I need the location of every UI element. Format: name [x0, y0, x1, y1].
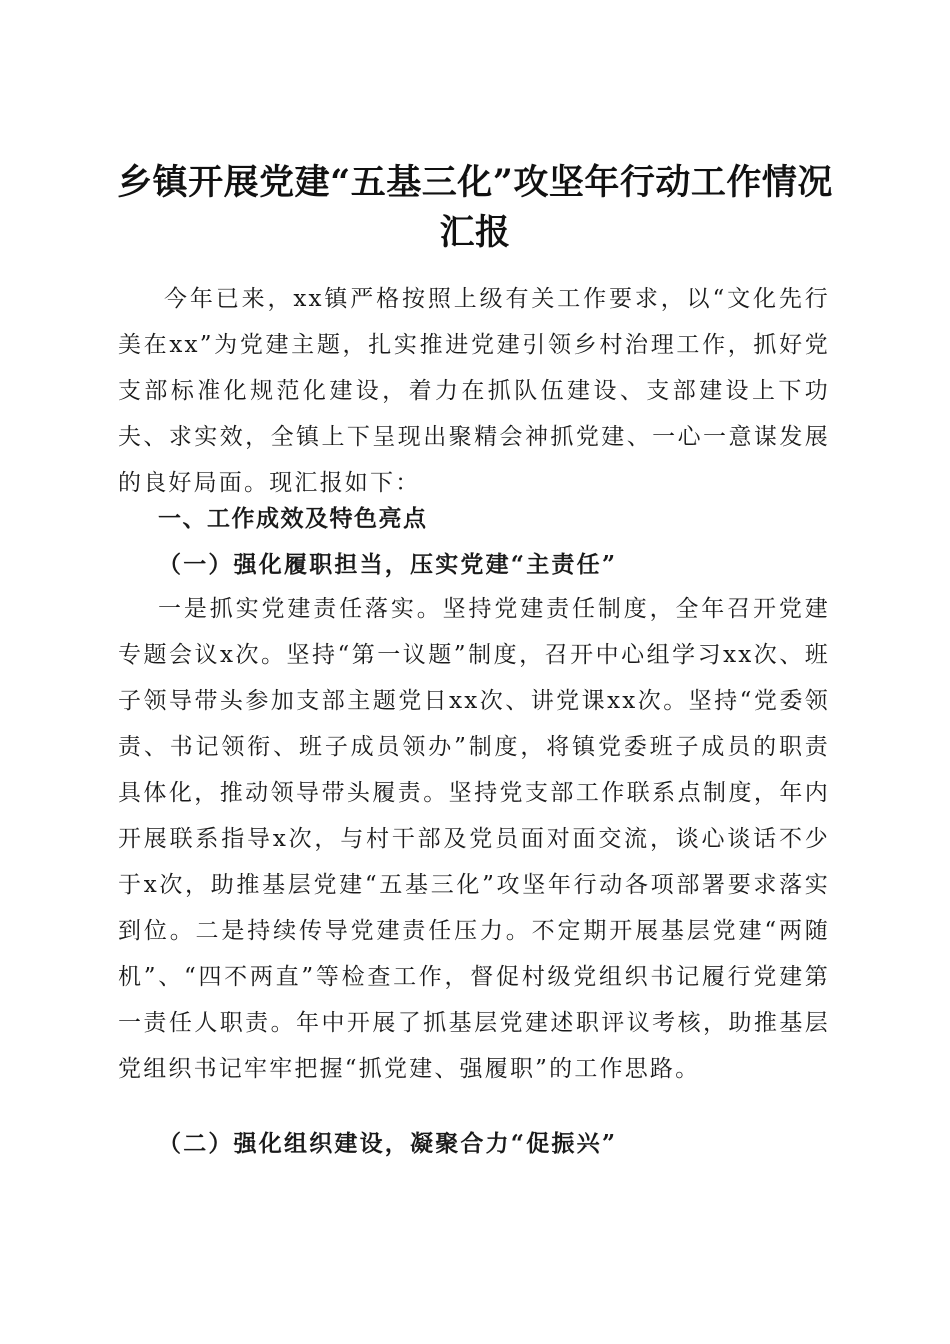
intro-paragraph: 今年已来，xx镇严格按照上级有关工作要求，以“文化先行美在xx”为党建主题，扎实推进党建引领乡村治理工作，抓好党支部标准化规范化建设，着力在抓队伍建设、支部建设上下功夫、求实效，全镇上下呈现出聚精会神抓党建、一心一意谋发展的良好局面。现汇报如下：: [118, 286, 830, 496]
subsection-heading: （二）强化组织建设，凝聚合力“促振兴”: [158, 1130, 618, 1157]
document-title: 乡镇开展党建“五基三化”攻坚年行动工作情况汇报: [117, 162, 833, 254]
section-heading: 一、工作成效及特色亮点: [158, 506, 428, 532]
subsection-heading: （一）强化履职担当，压实党建“主责任”: [158, 551, 618, 578]
body-paragraph: 一是抓实党建责任落实。坚持党建责任制度，全年召开党建专题会议x次。坚持“第一议题”制度，召开中心组学习xx次、班子领导带头参加支部主题党日xx次、讲党课xx次。坚持“党委领责、书记领衔、班子成员领办”制度，将镇党委班子成员的职责具体化，推动领导带头履责。坚持党支部工作联系点制度，年内开展联系指导x次，与村干部及党员面对面交流，谈心谈话不少于x次，助推基层党建“五基三化”攻坚年行动各项部署要求落实到位。二是持续传导党建责任压力。不定期开展基层党建“两随机”、“四不两直”等检查工作，督促村级党组织书记履行党建第一责任人职责。年中开展了抓基层党建述职评议考核，助推基层党组织书记牢牢把握“抓党建、强履职”的工作思路。: [118, 596, 830, 1082]
